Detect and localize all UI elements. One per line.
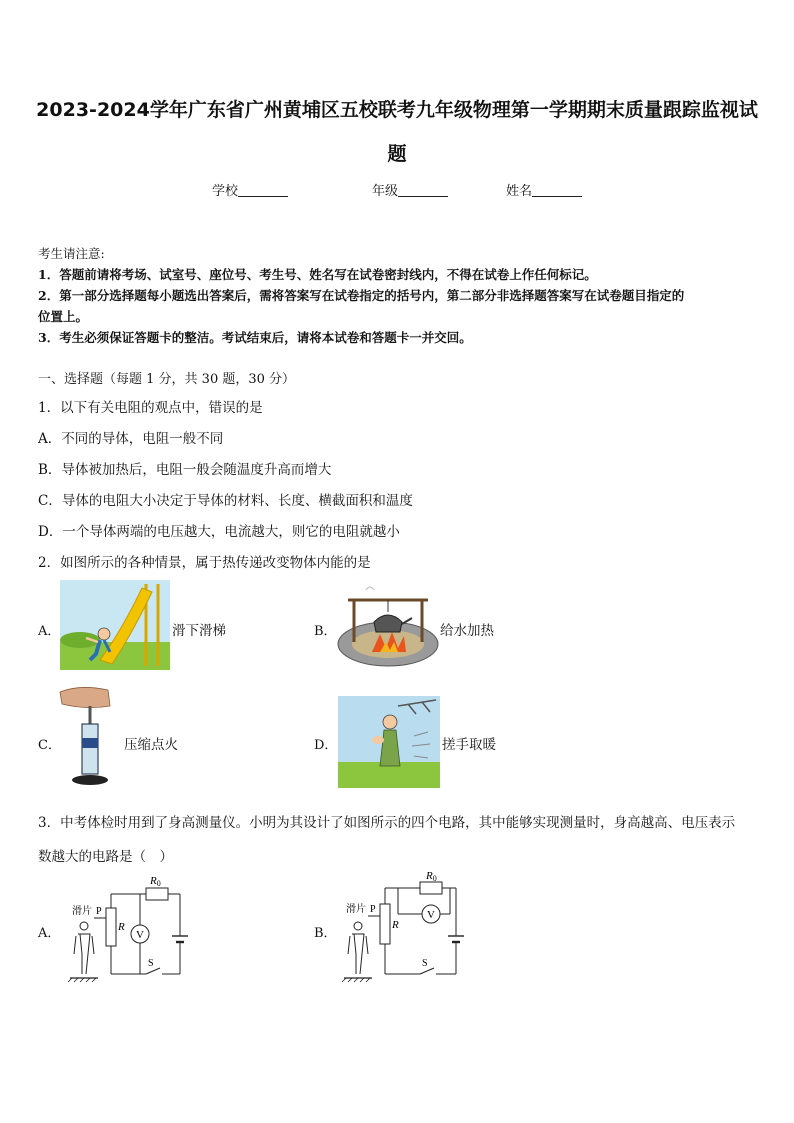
q1-option-b[interactable]: B．导体被加热后，电阻一般会随温度升高而增大 (38, 462, 332, 478)
circuit-a-slider-label: 滑片 (72, 906, 92, 917)
rub-hands-picture (338, 696, 440, 788)
q2-option-c-caption: 压缩点火 (124, 737, 178, 753)
q1-option-a[interactable]: A．不同的导体，电阻一般不同 (38, 431, 224, 447)
circuit-b-slider-label: 滑片 (346, 904, 366, 915)
notice-item-3: 3．考生必须保证答题卡的整洁。考试结束后，请将本试卷和答题卡一并交回。 (38, 330, 472, 345)
grade-field[interactable] (372, 180, 448, 199)
school-blank[interactable] (238, 183, 288, 197)
fire-syringe-picture (60, 684, 120, 788)
q2-option-c-label[interactable]: C． (38, 738, 61, 753)
q2-option-a-label[interactable]: A． (38, 624, 61, 639)
q2-option-d-caption: 搓手取暖 (442, 737, 496, 753)
name-blank[interactable] (532, 183, 582, 197)
circuit-b-switch-label: S (422, 958, 428, 969)
name-field[interactable] (506, 180, 582, 199)
grade-label: 年级 (372, 184, 399, 199)
q2-option-b-caption: 给水加热 (440, 623, 494, 639)
q1-stem: 1．以下有关电阻的观点中，错误的是 (38, 400, 263, 416)
circuit-a-switch-label: S (148, 958, 154, 969)
q1-option-d[interactable]: D．一个导体两端的电压越大，电流越大，则它的电阻就越小 (38, 524, 400, 540)
circuit-b-diagram (340, 870, 464, 982)
notice-heading: 考生请注意: (38, 246, 105, 261)
q1-option-c[interactable]: C．导体的电阻大小决定于导体的材料、长度、横截面积和温度 (38, 493, 413, 509)
grade-blank[interactable] (398, 183, 448, 197)
q3-stem-line-2: 数越大的电路是（ ） (38, 849, 173, 865)
circuit-b-r-label: R (392, 919, 399, 931)
school-label: 学校 (212, 184, 239, 199)
circuit-b-voltmeter-label: V (427, 909, 435, 921)
notice-item-2-cont: 位置上。 (38, 309, 89, 324)
notice-block (38, 243, 758, 348)
notice-item-2: 2．第一部分选择题每小题选出答案后，需将答案写在试卷指定的括号内，第二部分非选择题答案写在试卷题目指定的 (38, 288, 685, 303)
circuit-b-r0-label: R0 (426, 870, 437, 883)
circuit-a-diagram (66, 874, 186, 982)
page-title (30, 88, 764, 176)
circuit-a-r0-label: R0 (150, 875, 161, 888)
q3-option-b-label[interactable]: B． (314, 926, 337, 941)
q2-option-d-label[interactable]: D． (314, 738, 338, 753)
q2-option-a-caption: 滑下滑梯 (172, 623, 226, 639)
notice-item-1: 1．答题前请将考场、试室号、座位号、考生号、姓名写在试卷密封线内，不得在试卷上作任何标记。 (38, 267, 597, 282)
q3-option-a-label[interactable]: A． (38, 926, 61, 941)
circuit-a-voltmeter-label: V (136, 929, 144, 941)
circuit-a-p-label: P (96, 906, 102, 917)
title-line-1: 2023-2024学年广东省广州黄埔区五校联考九年级物理第一学期期末质量跟踪监视试 (36, 99, 758, 121)
q3-stem-line-1: 3．中考体检时用到了身高测量仪。小明为其设计了如图所示的四个电路，其中能够实现测量时，身高越高、电压表示 (38, 815, 736, 831)
name-label: 姓名 (506, 184, 533, 199)
q2-option-b-label[interactable]: B． (314, 624, 337, 639)
circuit-a-r-label: R (118, 921, 125, 933)
school-field[interactable] (212, 180, 288, 199)
slide-picture (60, 580, 170, 670)
kettle-fire-picture (336, 582, 440, 672)
circuit-b-p-label: P (370, 904, 376, 915)
q2-stem: 2．如图所示的各种情景，属于热传递改变物体内能的是 (38, 555, 371, 571)
section-heading: 一、选择题（每题 1 分，共 30 题，30 分） (38, 372, 296, 387)
title-line-2: 题 (387, 143, 407, 165)
